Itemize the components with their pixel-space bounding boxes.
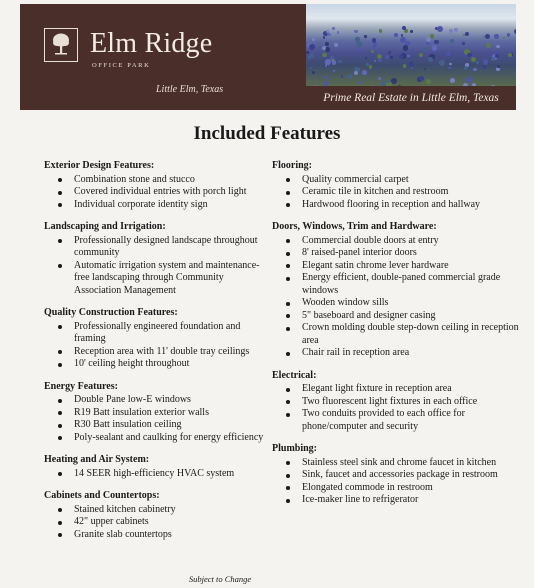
feature-item: Elongated commode in restroom [272,482,524,495]
flower-dot [373,43,376,46]
feature-list [272,174,524,212]
header-tagline: Prime Real Estate in Little Elm, Texas [323,92,499,104]
flower-dot [388,51,391,54]
feature-item: Ceramic tile in kitchen and restroom [272,186,524,199]
feature-item: Ice-maker line to refrigerator [272,494,524,507]
flower-dot [473,68,476,71]
flower-dot [354,30,357,33]
feature-list [272,457,524,507]
flower-dot [354,71,358,75]
flower-dot [362,70,367,75]
flower-dot [483,65,487,69]
feature-list [272,383,524,433]
flower-dot [423,47,428,52]
feature-list [44,321,266,371]
flower-dot [306,51,309,54]
flower-dot [462,42,465,45]
flower-dot [503,37,505,39]
flower-dot [448,67,451,70]
flower-dot [485,34,490,39]
section-heading: Quality Construction Features: [44,307,178,318]
elm-tree-logo-icon [44,28,78,62]
section-heading: Landscaping and Irrigation: [44,221,166,232]
page-title: Included Features [193,123,341,144]
flower-dot [369,65,372,68]
flower-dot [426,37,431,42]
flower-dot [409,62,414,67]
section-heading: Flooring: [272,160,312,171]
feature-list [44,468,266,481]
feature-section [272,443,524,507]
feature-item: Stainless steel sink and chrome faucet in kitchen [272,457,524,470]
flower-dot [326,30,329,33]
feature-item: 14 SEER high-efficiency HVAC system [44,468,266,481]
feature-item: Commercial double doors at entry [272,235,524,248]
feature-list [44,504,266,542]
flower-dot [323,36,325,38]
feature-item: Two fluorescent light fixtures in each office [272,396,524,409]
flower-dot [325,42,329,46]
flower-dot [454,28,458,32]
feature-item: Individual corporate identity sign [44,199,266,212]
feature-list [44,174,266,212]
feature-list [44,235,266,298]
feature-item: Granite slab countertops [44,529,266,542]
section-heading: Cabinets and Countertops: [44,490,160,501]
flower-dot [424,68,427,71]
footer-note: Subject to Change [188,574,252,584]
flower-dot [496,45,500,49]
brand-name: Elm Ridge [90,28,213,59]
flower-dot [463,34,465,36]
feature-section [44,381,266,445]
flower-dot [312,71,315,74]
flower-dot [450,78,455,83]
flower-dot [403,45,408,50]
flower-dot [332,60,336,64]
flower-dot [447,52,451,56]
flower-dot [467,53,472,58]
flower-dot [337,31,340,34]
feature-item: Automatic irrigation system and maintenance-free landscaping through Community Association Management [44,260,266,298]
flower-dot [450,47,452,49]
feature-list [44,394,266,444]
flower-dot [450,39,454,43]
flower-dot [434,40,438,44]
flower-dot [310,53,314,57]
feature-section [44,221,266,297]
feature-item: Covered individual entries with porch light [44,186,266,199]
feature-item: Wooden window sills [272,297,524,310]
flower-dot [391,78,397,84]
flower-dot [465,32,469,36]
feature-item: Two conduits provided to each office for phone/computer and security [272,408,524,433]
flower-dot [432,45,438,51]
feature-item: R30 Batt insulation ceiling [44,419,266,432]
flower-dot [357,48,360,51]
flower-dot [494,34,499,39]
flower-dot [309,44,315,50]
feature-item: Elegant light fixture in reception area [272,383,524,396]
flower-dot [377,54,382,59]
flower-dot [483,36,485,38]
feature-item: Hardwood flooring in reception and hallway [272,199,524,212]
flower-dot [497,65,500,68]
right-column [272,160,524,517]
flower-dot [394,33,398,37]
flower-dot [365,57,367,59]
flower-dot [486,43,491,48]
feature-section [44,490,266,541]
flower-dot [508,53,513,58]
feature-item: Double Pane low-E windows [44,394,266,407]
left-column [44,160,266,551]
flower-dot [325,64,327,66]
flower-dot [415,50,417,52]
flower-dot [449,29,453,33]
flower-dot [407,55,410,58]
flower-dot [449,63,452,66]
flower-dot [332,27,335,30]
flower-dot [419,76,423,80]
flower-dot [495,54,499,58]
flower-dot [334,43,338,47]
section-heading: Plumbing: [272,443,318,454]
flower-dot [374,60,376,62]
feature-section [272,370,524,434]
flower-dot [333,70,335,72]
flower-dot [371,50,374,53]
flower-dot [464,66,468,70]
feature-item: Poly-sealant and caulking for energy efficiency [44,432,266,445]
feature-item: Stained kitchen cabinetry [44,504,266,517]
section-heading: Heating and Air System: [44,454,150,465]
flower-dot [439,60,445,66]
flower-dot [419,53,423,57]
feature-section [44,307,266,371]
flower-dot [410,30,413,33]
feature-item: Professionally engineered foundation and framing [44,321,266,346]
section-heading: Energy Features: [44,380,118,392]
feature-section [44,454,266,480]
feature-item: 8' raised-panel interior doors [272,247,524,260]
flower-dot [426,79,431,84]
flower-dot [437,26,443,32]
flower-dot [491,57,495,61]
flower-dot [310,67,312,69]
flower-dot [319,46,321,48]
flower-dot [428,57,433,62]
brand-location: Little Elm, Texas [156,84,224,95]
feature-item: Professionally designed landscape throughout community [44,235,266,260]
feature-item: 42" upper cabinets [44,516,266,529]
feature-item: Chair rail in reception area [272,347,524,360]
flower-dot [411,67,413,69]
flower-dot [514,29,516,34]
feature-item: Crown molding double step-down ceiling in reception area [272,322,524,347]
bluebonnet-field-photo [306,4,516,86]
section-heading: Doors, Windows, Trim and Hardware: [272,221,437,232]
flower-dot [379,29,382,32]
flower-dot [403,64,407,68]
flower-dot [466,77,472,83]
feature-item: R19 Batt insulation exterior walls [44,407,266,420]
feature-item: Quality commercial carpet [272,174,524,187]
flower-dot [364,35,367,38]
feature-item: Energy efficient, double-paned commercial grade windows [272,272,524,297]
flower-dot [372,38,376,42]
flower-dot [476,61,479,64]
flower-dot [507,33,511,37]
flower-dot [325,59,331,65]
section-heading: Exterior Design Features: [44,160,155,171]
feature-item: Elegant satin chrome lever hardware [272,260,524,273]
brand-subtitle: OFFICE PARK [92,62,151,69]
flower-dot [341,75,344,78]
feature-item: Sink, faucet and accessories package in restroom [272,469,524,482]
feature-section [272,221,524,360]
feature-section [272,160,524,211]
feature-item: 10' ceiling height throughout [44,358,266,371]
flower-dot [358,81,361,84]
flower-dot [390,56,393,59]
flower-dot [378,77,381,80]
flower-dot [385,55,389,59]
flower-dot [378,59,381,62]
flower-dot [348,74,353,79]
section-heading: Electrical: [272,369,317,381]
feature-item: Combination stone and stucco [44,174,266,187]
flower-dot [356,41,362,47]
feature-item: 5" baseboard and designer casing [272,310,524,323]
feature-item: Reception area with 11' double tray ceilings [44,346,266,359]
flower-dot [338,60,341,63]
feature-list [272,235,524,360]
flower-dot [324,76,328,80]
flower-dot [483,59,488,64]
flower-dot [312,38,315,41]
flower-dot [322,53,326,57]
feature-section [44,160,266,211]
flower-dot [327,33,330,36]
flower-dot [391,65,393,67]
